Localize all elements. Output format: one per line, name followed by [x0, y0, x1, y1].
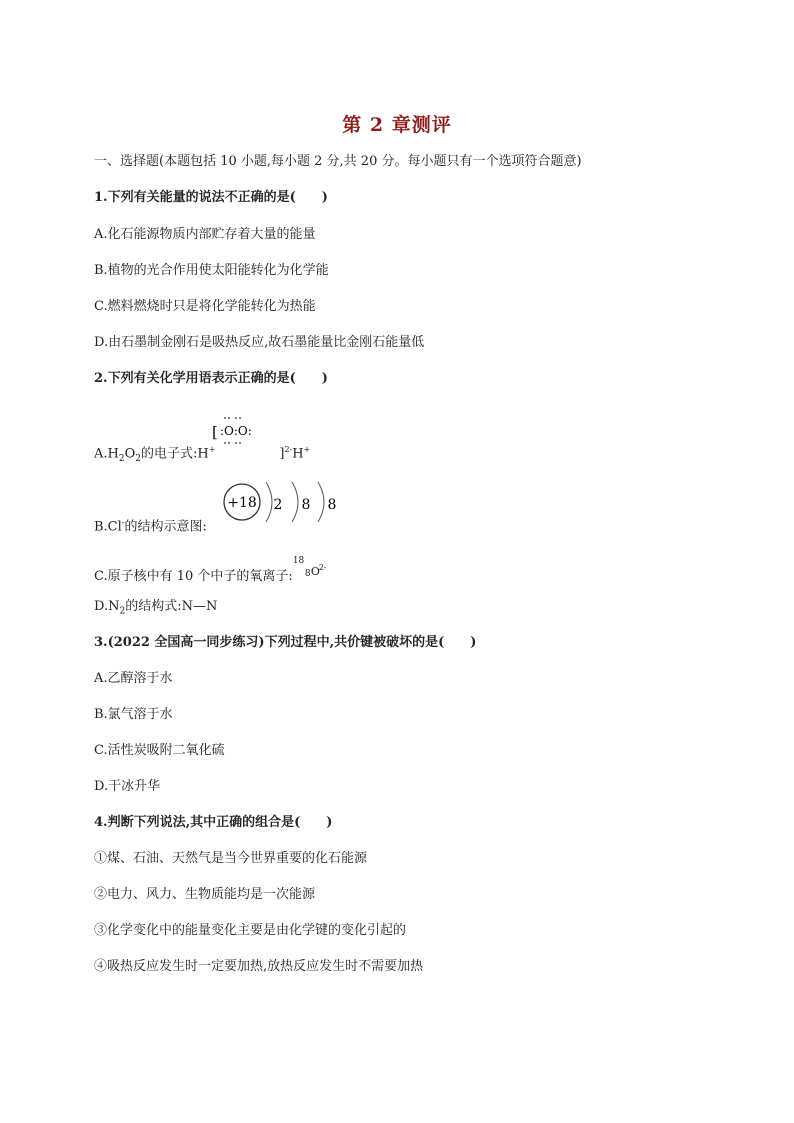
- question-4-item-1: ①煤、石油、天然气是当今世界重要的化石能源: [94, 851, 368, 866]
- question-2-option-b: B.Cl-的结构示意图:: [94, 518, 207, 535]
- section-heading: 一、选择题(本题包括 10 小题,每小题 2 分,共 20 分。每小题只有一个选项符合题意): [94, 154, 582, 169]
- question-1-stem: 1.下列有关能量的说法不正确的是( ): [94, 190, 328, 205]
- shell-electrons-1: 2: [273, 497, 283, 513]
- shell-electrons-3: 8: [327, 497, 337, 513]
- electron-dot-diagram: [94, 410, 294, 460]
- question-4-item-4: ④吸热反应发生时一定要加热,放热反应发生时不需要加热: [94, 959, 424, 974]
- bracket-open: [: [212, 423, 218, 441]
- page-title: 第 2 章测评: [342, 114, 452, 136]
- question-2-option-d: $D.N_2$的结构式:N—N: [94, 599, 218, 617]
- question-4-item-2: ②电力、风力、生物质能均是一次能源: [94, 887, 316, 902]
- question-3-option-d: D.干冰升华: [94, 779, 161, 794]
- question-2-option-c: C.原子核中有 10 个中子的氧离子: 18 8 O 2-: [94, 556, 327, 584]
- atomic-structure-diagram: [94, 478, 354, 538]
- question-2-stem: 2.下列有关化学用语表示正确的是( ): [94, 371, 328, 386]
- question-1-option-b: B.植物的光合作用使太阳能转化为化学能: [94, 263, 329, 278]
- question-4-stem: 4.判断下列说法,其中正确的组合是( ): [94, 815, 333, 830]
- shell-arc-2: [292, 482, 298, 522]
- oxygen-pair: :O:O:: [220, 424, 252, 438]
- question-2-option-a: $A.H_2O_2$的电子式:H+ ]$^{2-}$H+: [94, 445, 311, 464]
- question-1-option-a: A.化石能源物质内部贮存着大量的能量: [94, 227, 316, 242]
- shell-arc-1: [266, 482, 272, 522]
- question-3-option-a: A.乙醇溶于水: [94, 671, 173, 686]
- question-4-item-3: ③化学变化中的能量变化主要是由化学键的变化引起的: [94, 923, 407, 938]
- question-1-option-d: D.由石墨制金刚石是吸热反应,故石墨能量比金刚石能量低: [94, 335, 425, 350]
- shell-electrons-2: 8: [301, 497, 311, 513]
- question-1-option-c: C.燃料燃烧时只是将化学能转化为热能: [94, 299, 316, 314]
- oxygen-ion-notation: 18 8 O 2-: [292, 556, 327, 579]
- question-3-option-c: C.活性炭吸附二氧化硫: [94, 743, 225, 758]
- question-3-stem: 3.(2022 全国高一同步练习)下列过程中,共价键被破坏的是( ): [94, 635, 477, 650]
- shell-arc-3: [318, 482, 324, 522]
- question-3-option-b: B.氯气溶于水: [94, 707, 173, 722]
- nucleus-charge: +18: [227, 495, 257, 511]
- electron-formula: [94, 410, 294, 460]
